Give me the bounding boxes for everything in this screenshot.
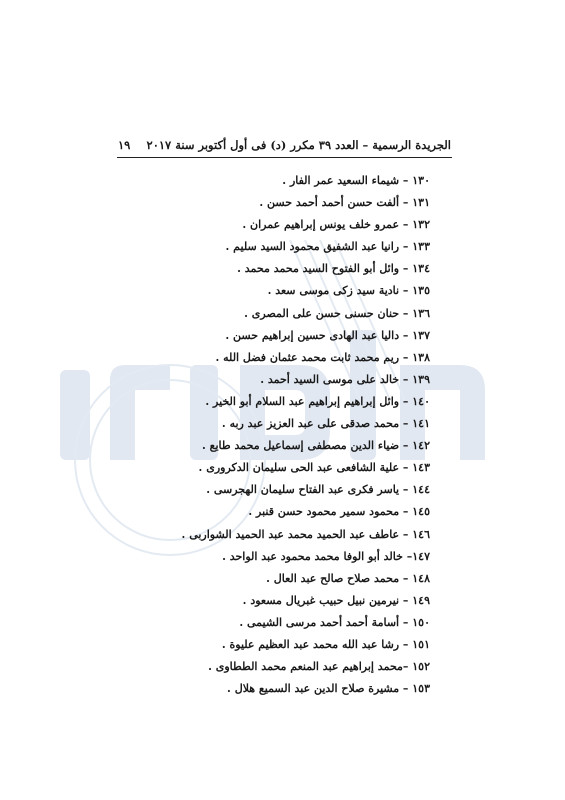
list-item: ١٤٧– خالد أبو الوفا محمد محمود عبد الواحد . [222, 549, 430, 563]
list-item: ١٤٩ – نيرمين نبيل حبيب غبريال مسعود . [242, 593, 430, 607]
list-item: ١٤٢ – ضياء الدين مصطفى إسماعيل محمد طايع . [201, 439, 430, 453]
list-item: ١٣٥ – نادية سيد زكى موسى سعد . [267, 284, 430, 298]
list-item: ١٤٤ – ياسر فكرى عبد الفتاح سليمان الهجرسى . [206, 483, 430, 497]
names-list [150, 170, 430, 700]
list-item: ١٣٤ – وائل أبو الفتوح السيد محمد محمد . [237, 262, 430, 276]
list-item: ١٣٠ – شيماء السعيد عمر الفار . [282, 174, 430, 187]
list-item: ١٣٧ – داليا عبد الهادى حسين إبراهيم حسن . [225, 328, 430, 342]
header-rule [117, 157, 452, 158]
list-item: ١٤٨ – محمد صلاح صالح عبد العال . [266, 571, 430, 585]
list-item: ١٤٣ – علية الشافعى عبد الحى سليمان الدكرورى . [198, 461, 430, 475]
list-item: ١٥١ – رشا عبد الله محمد عبد العظيم عليوة . [221, 637, 430, 651]
list-item: ١٣٣ – رانيا عبد الشفيق محمود السيد سليم . [225, 240, 430, 254]
list-item: ١٣٦ – حنان حسنى حسن على المصرى . [244, 306, 430, 320]
list-item: ١٣٨ – ريم محمد ثابت محمد عثمان فضل الله . [215, 350, 430, 364]
list-item: ١٣٢ – عمرو خلف يونس إبراهيم عمران . [242, 218, 430, 232]
list-item: ١٣١ – ألفت حسن أحمد أحمد حسن . [259, 196, 430, 210]
list-item: ١٥٢ –محمد إبراهيم عبد المنعم محمد الططاوى . [208, 660, 430, 674]
page-header [118, 135, 451, 155]
list-item: ١٤١ – محمد صدقى على عبد العزيز عبد ربه . [221, 417, 430, 431]
header-title: الجريدة الرسمية – العدد ٣٩ مكرر (د) فى أول أكتوبر سنة ٢٠١٧ [146, 138, 451, 152]
list-item: ١٤٠ – وائل إبراهيم إبراهيم عبد السلام أبو الخير . [205, 394, 430, 408]
list-item: ١٣٩ – خالد على موسى السيد أحمد . [260, 372, 430, 386]
list-item: ١٤٥ – محمود سمير محمود حسن قنبر . [248, 505, 430, 519]
list-item: ١٥٣ – مشيرة صلاح الدين عبد السميع هلال . [227, 682, 430, 696]
list-item: ١٤٦ – عاطف عبد الحميد محمد عبد الحميد الشواربى . [181, 527, 430, 541]
list-item: ١٥٠ – أسامة أحمد أحمد مرسى الشيمى . [239, 615, 430, 629]
page-number: ١٩ [118, 138, 131, 152]
